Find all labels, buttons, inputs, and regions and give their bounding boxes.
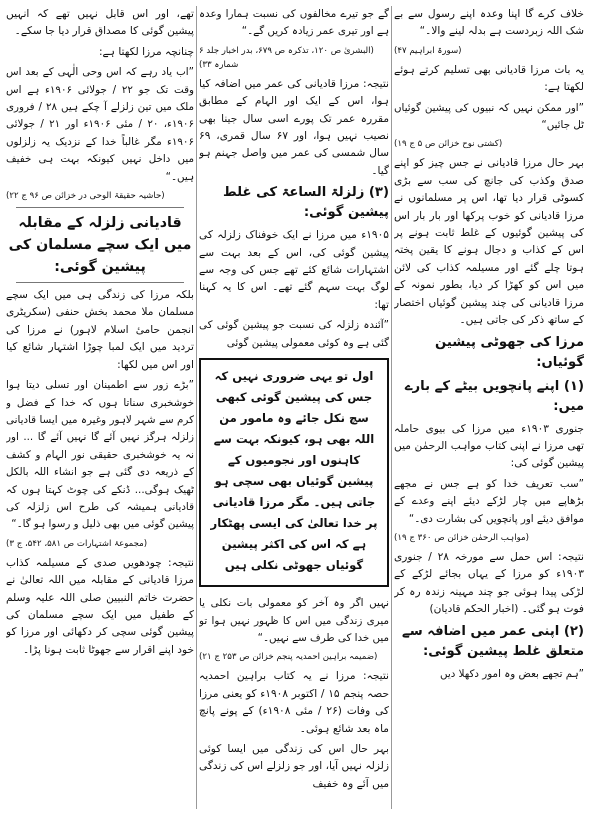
column-left (6, 6, 194, 809)
paragraph: نتیجہ: چودھویں صدی کے مسیلمہ کذاب مرزا قادیانی کے مقابلہ میں اللہ تعالیٰ نے حضرت خاتم النبیین صلی اللہ علیہ وسلم کے طفیل میں ایک سچے مسلمان کی پیشین گوئی سچی کر دکھائی اور مرزا کو خود اپنے اقرار سے جھوٹا ثابت ہونا پڑا۔ (6, 556, 194, 656)
quote: ”آئندہ زلزلہ کی نسبت جو پیشین گوئی کی گئی ہے وہ کوئی معمولی پیشین گوئی (199, 319, 389, 349)
column-middle (199, 6, 389, 809)
paragraph: نتیجہ: اس حمل سے مورخہ ۲۸ / جنوری ۱۹۰۳ء کو مرزا کے یہاں بجائے لڑکے کے لڑکی پیدا ہوئی جو چند مہینہ زندہ رہ کر فوت ہو گئی۔ (اخبار الحکم قادیان) (394, 550, 584, 616)
paragraph: تھے، اور اس قابل نہیں تھے کہ انہیں پیشین گوئی کا مصداق قرار دیا جا سکے۔ (6, 8, 194, 38)
reference: (البشریٰ ص ۱۲۰، تذکرہ ص ۶۷۹، بدر اخبار جلد ۶ شمارہ ۳۳) (199, 45, 374, 70)
section-heading: قادیانی زلزلہ کے مقابلہ میں ایک سچے مسلمان کی پیشین گوئی: (8, 215, 192, 276)
quote: ”اب یاد رہے کہ اس وحی الٰہی کے بعد اس وقت تک جو ۲۲ / جولائی ۱۹۰۶ء ہے اس ملک میں تین زلزلے آ چکے ہیں ۲۸ / فروری ۱۹۰۶ء، ۲۰ / مئی ۱۹۰۶ء اور ۲۱ / جولائی ۱۹۰۶ء مگر غالباً خدا کے نزدیک یہ زلزلوں میں داخل نہیں کیونکہ بہت ہی خفیف ہیں۔“ (6, 66, 194, 183)
column-divider (196, 6, 197, 809)
paragraph: جنوری ۱۹۰۳ء میں مرزا کی بیوی حاملہ تھی مرزا نے اپنی کتاب مواہب الرحمٰن میں پیشین گوئی کی: (394, 422, 584, 470)
column-right (394, 6, 584, 809)
reference: (مواہب الرحمٰن خزائن ص ۳۶۰ ج ۱۹) (394, 532, 529, 543)
reference: (حاشیہ حقیقۃ الوحی در خزائن ص ۹۶ ج ۲۲) (6, 191, 165, 202)
reference: (مجموعۂ اشتہارات ص ۵۸۱، ۵۴۲، ج ۳) (6, 538, 148, 549)
callout-box (199, 358, 389, 587)
reference: (سورۃ ابراہیم ۴۷) (394, 45, 462, 56)
reference: (ضمیمہ براہین احمدیہ پنجم خزائن ص ۲۵۳ ج ۲۱) (199, 652, 378, 663)
paragraph: بہر حال مرزا قادیانی نے جس چیز کو اپنے صدق وکذب کی جانچ کی سب سے بڑی کسوٹی قرار دیا تھا، اس پر مسلمانوں نے مرزا قادیانی کو خوب پرکھا اور بار بار اس کی پیشین گوئیوں کے غلط ثابت ہونے پر اس کے کذاب و دجال ہونے کا یقین پختہ ہوتا چلے گئے اور مسیلمہ کذاب کی لائن میں اس کو کھڑا کر دیا، بطور نمونہ کے مرزا قادیانی کی چند پیشین گوئیاں اختصار کے ساتھ ذکر کی جاتی ہیں۔ (394, 157, 584, 327)
subsection-heading: (۲) اپنی عمر میں اضافہ سے متعلق غلط پیشین گوئی: (401, 623, 584, 659)
subsection-heading: (۱) اپنے پانچویں بیٹے کے بارے میں: (404, 378, 584, 414)
column-divider (391, 6, 392, 809)
section-heading: مرزا کی جھوٹی پیشین گوئیاں: (434, 334, 584, 370)
subsection-heading: (۳) زلزلۃ الساعۃ کی غلط پیشین گوئی: (222, 185, 389, 221)
reference: (کشتی نوح خزائن ص ۵ ج ۱۹) (394, 139, 503, 150)
quote: ”اور ممکن نہیں کہ نبیوں کی پیشین گوئیاں ٹل جائیں“ (394, 101, 584, 132)
divider (16, 282, 184, 283)
quote: ”ہم تجھے بعض وہ امور دکھلا دیں (440, 667, 584, 680)
quote: نہیں اگر وہ آخر کو معمولی بات نکلی یا میری زندگی میں اس کا ظہور نہیں ہوا تو میں خدا کی طرف سے نہیں۔“ (199, 597, 389, 644)
paragraph: بلکہ مرزا کی زندگی ہی میں ایک سچے مسلمان ملا محمد بخش حنفی (سکریٹری انجمن حامیٔ اسلام لاہور) نے مرزا کی تردید میں ایک لمبا چوڑا اشتہار شائع کیا اور اس میں لکھا: (6, 289, 194, 371)
quote: ”بڑے زور سے اطمینان اور تسلی دیتا ہوا خوشخبری سناتا ہوں کہ خدا کے فضل و کرم سے شہر لاہور وغیرہ میں ایسا قادیانی زلزلہ ہرگز نہیں آئے گا نہیں آئے گا ... اور نہ یہ خوشخبری حقیقی نور الہام و کشف کے ذریعہ دی گئی ہے جو انشاء اللہ بالکل ٹھیک ہوگی... ڈنکے کی چوٹ کہتا ہوں کہ قادیانی ہمیشہ کی طرح اس زلزلہ کی پیشین گوئی میں بھی ذلیل و رسوا ہو گا۔“ (6, 379, 194, 531)
callout-text: اول تو یہی ضروری نہیں کہ جس کی پیشین گوئی کبھی سچ نکل جائے وہ مامور من اللہ بھی ہو، کیونکہ بہت سے کاہنوں اور نجومیوں کے پیشین گوئیاں بھی سچی ہو جاتی ہیں۔ مگر مرزا قادیانی پر خدا تعالیٰ کی ایسی پھٹکار ہے کہ اس کی اکثر پیشین گوئیاں جھوٹی نکلی ہیں (210, 369, 378, 573)
paragraph: چنانچہ مرزا لکھتا ہے: (98, 45, 194, 58)
paragraph: ۱۹۰۵ء میں مرزا نے ایک خوفناک زلزلہ کی پیشین گوئی کی، اس کے بعد بہت سے اشتہارات شائع کئے تھے جس کی وجہ سے لوگ بہت سہم گئے تھے۔ اس کا یہ کہنا تھا: (199, 229, 389, 311)
quote: ”سب تعریف خدا کو ہے جس نے مجھے بڑھاپے میں چار لڑکے دیئے اپنے وعدے کے موافق دیئے اور پانچویں کی بشارت دی۔“ (394, 477, 584, 525)
paragraph: خلاف کرے گا اپنا وعدہ اپنے رسول سے بے شک اللہ زبردست ہے بدلہ لینے والا۔“ (394, 8, 584, 38)
paragraph: نتیجہ: مرزا نے یہ کتاب براہین احمدیہ حصہ پنجم ۱۵ / اکتوبر ۱۹۰۸ء کو یعنی مرزا کی وفات (۲۶ / مئی ۱۹۰۸ء) کے پونے پانچ ماہ بعد شائع ہوئی۔ (199, 670, 389, 735)
divider (16, 207, 184, 208)
quote: گے جو تیرے مخالفوں کی نسبت ہمارا وعدہ ہے اور تیری عمر زیادہ کریں گے۔“ (199, 8, 389, 38)
paragraph: نتیجہ: مرزا قادیانی کی عمر میں اضافہ کیا ہوا، اس کے ایک اور الہام کے مطابق مقررہ عمر تک پورے اسی سال جینا بھی نصیب نہیں ہوا، اور ۶۷ سال قمری، ۶۹ سال شمسی کی عمر میں واصل جہنم ہو گیا۔ (199, 77, 389, 177)
paragraph: یہ بات مرزا قادیانی بھی تسلیم کرتے ہوئے لکھتا ہے: (394, 63, 584, 94)
paragraph: بہر حال اس کی زندگی میں ایسا کوئی زلزلہ نہیں آیا، اور جو زلزلے اس کی زندگی میں آئے وہ خفیف (199, 742, 389, 790)
